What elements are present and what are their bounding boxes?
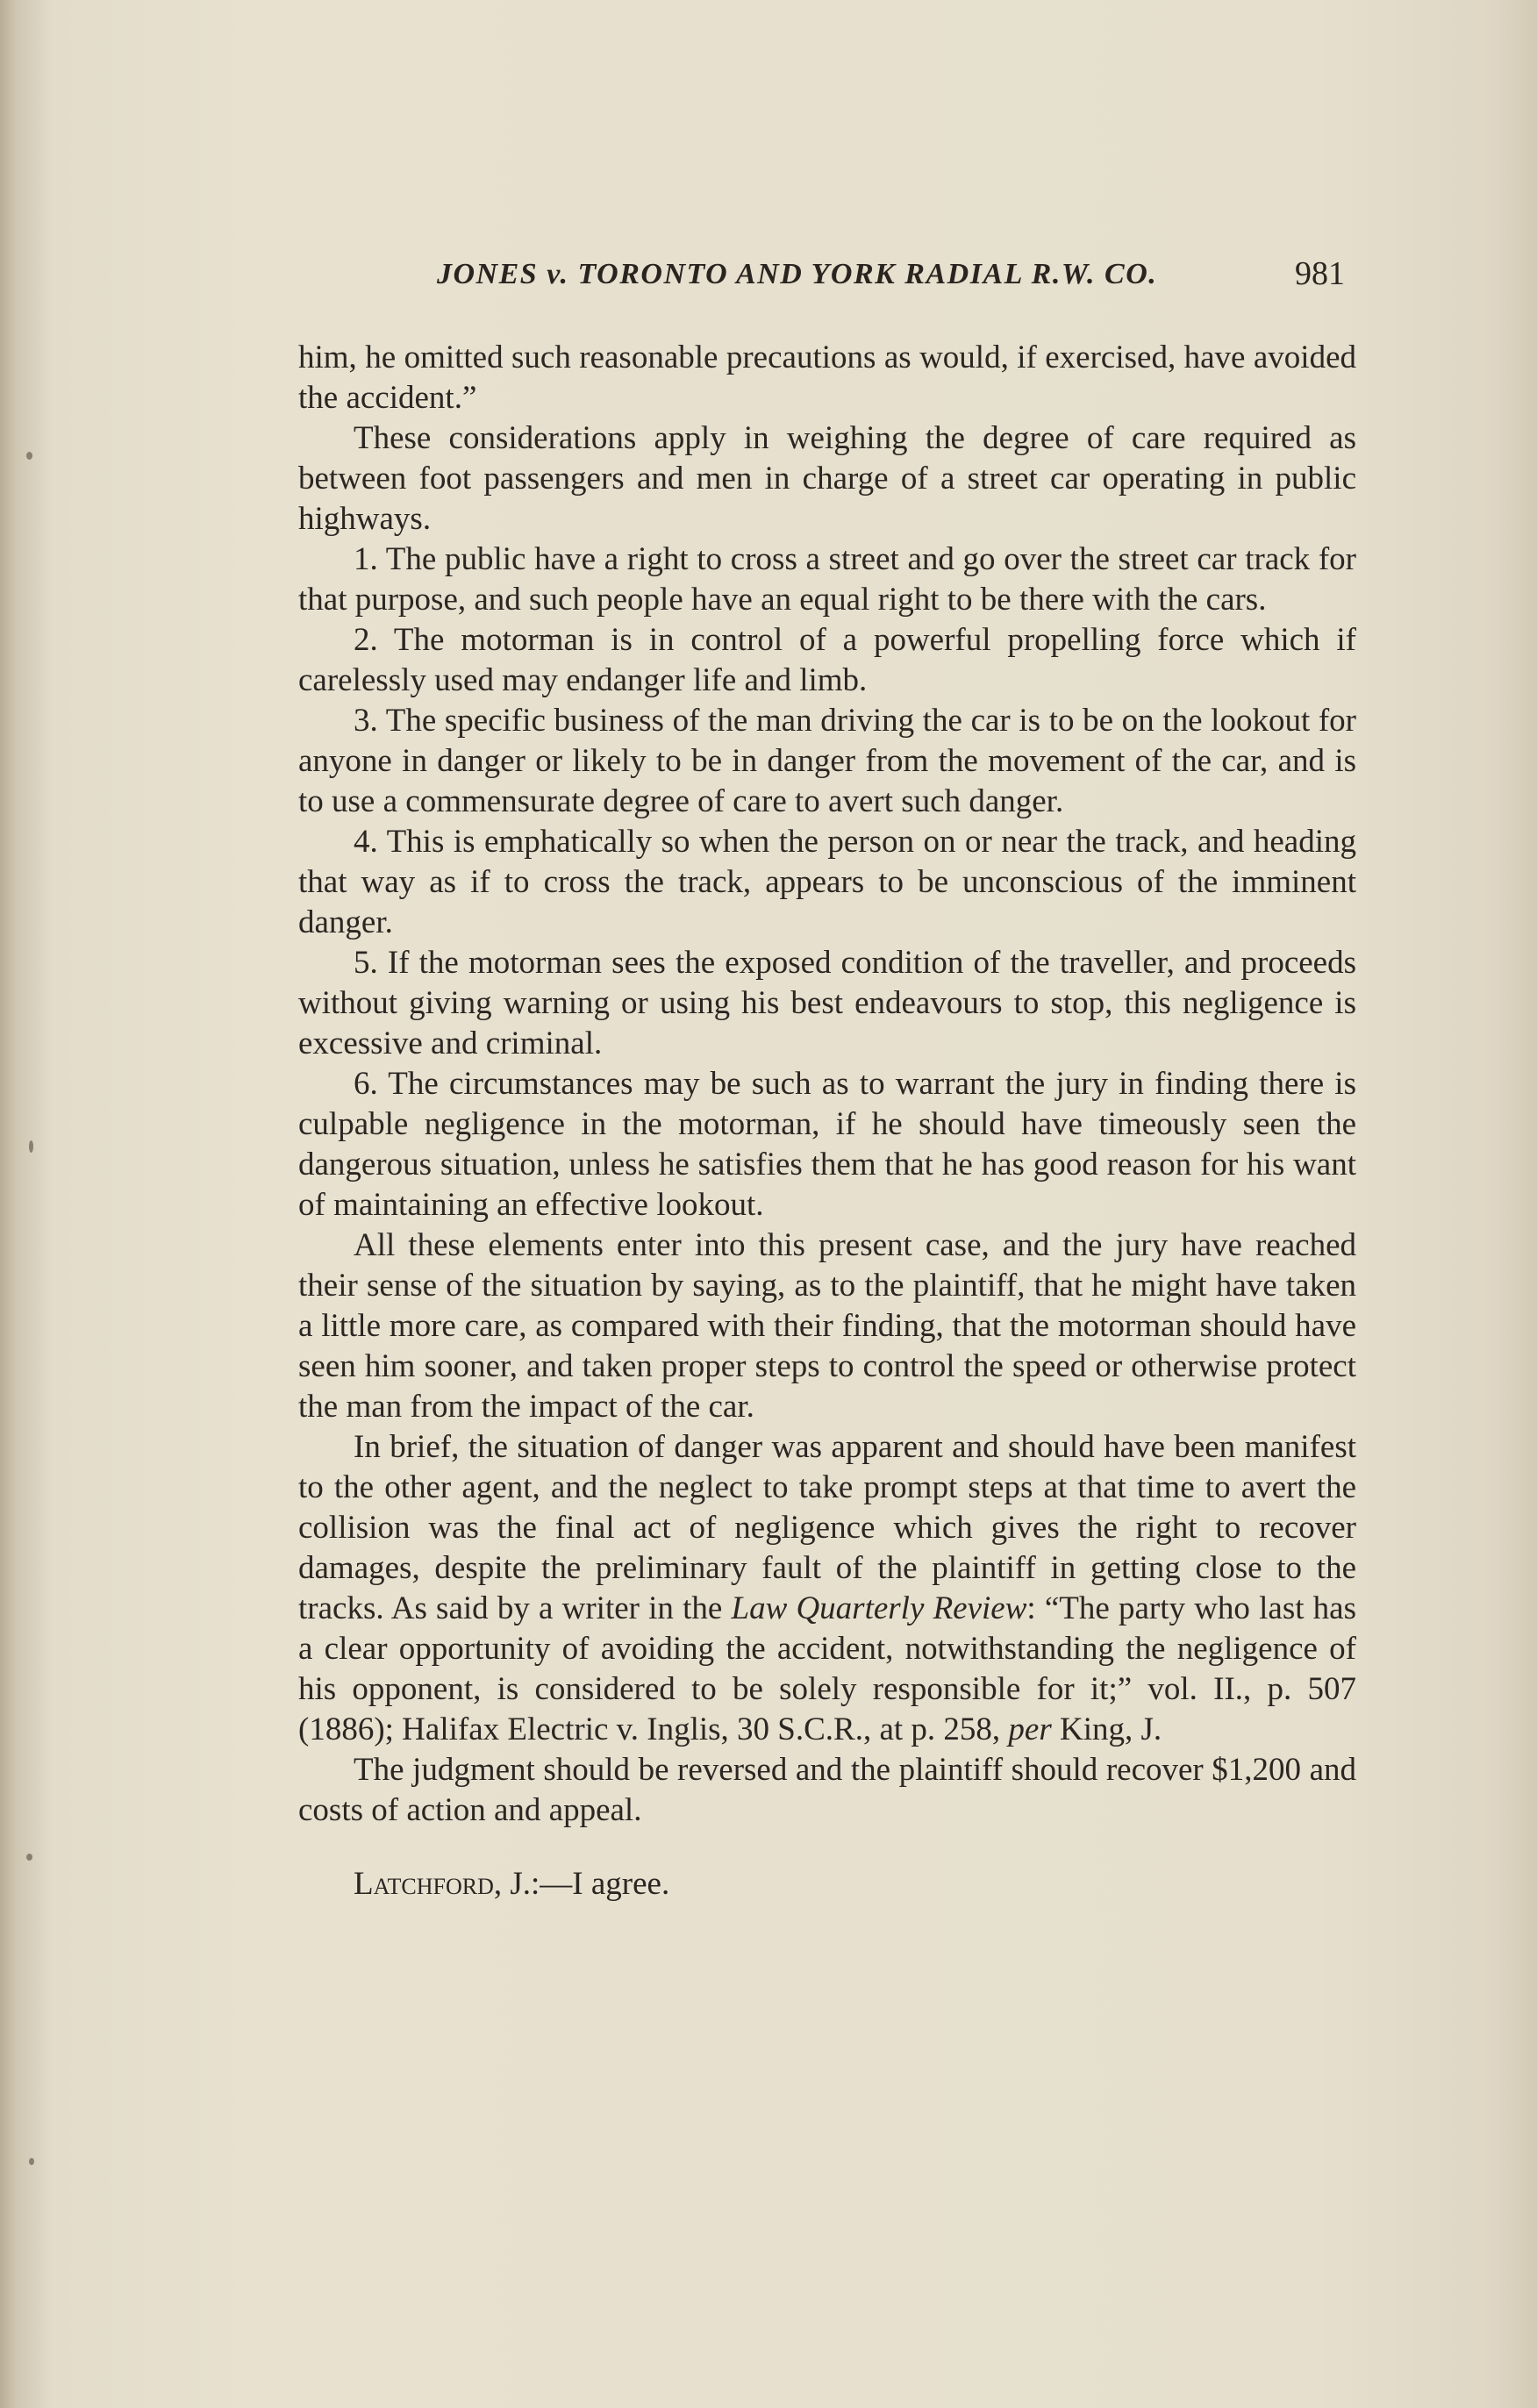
paragraph-6: 4. This is emphatically so when the person on or near the track, and heading that way as if to cross the track, appears to be unconscious of the imminent danger. [298, 824, 1356, 940]
concurrence [298, 1864, 1356, 1904]
paragraph-4: 2. The motorman is in control of a powerful propelling force which if carelessly used may endanger life and limb. [298, 622, 1356, 698]
paragraph-8: 6. The circumstances may be such as to warrant the jury in finding there is culpable negligence in the motorman, if he should have timeously seen the dangerous situation, unless he satisfies them that he has good reason for his want of maintaining an effective lookout. [298, 1066, 1356, 1223]
running-head: JONES v. TORONTO AND YORK RADIAL R.W. CO. [437, 258, 1158, 290]
paragraph-10-text-before: In brief, the situation of danger was apparent and should have been manifest to the other agent, and the neglect to take prompt steps at that time to avert the collision was the final act of negligence which gives the right to recover damages, despite the preliminary fault of the plaintiff in getting close to the tracks. As said by a writer in the [298, 1429, 1356, 1626]
page-number: 981 [1295, 255, 1345, 292]
margin-speck-3 [26, 1854, 32, 1861]
margin-speck-1 [26, 452, 32, 460]
margin-speck-2 [29, 1140, 33, 1153]
paragraph-9: All these elements enter into this present case, and the jury have reached their sense of the situation by saying, as to the plaintiff, that he might have taken a little more care, as compared with their finding, that the motorman should have seen him sooner, and taken proper steps to control the speed or otherwise protect the man from the impact of the car. [298, 1227, 1356, 1425]
page-header [298, 253, 1351, 305]
paragraph-2: These considerations apply in weighing the degree of care required as between foot passengers and men in charge of a street car operating in public highways. [298, 420, 1356, 537]
paragraph-10-italic-review: Law Quarterly Review [731, 1590, 1027, 1626]
paragraph-10 [298, 1427, 1356, 1750]
concurrence-text: :—I agree. [531, 1866, 670, 1902]
paragraph-10-italic-per: per [1008, 1711, 1052, 1747]
paragraph-1: him, he omitted such reasonable precautions as would, if exercised, have avoided the accident.” [298, 339, 1356, 416]
margin-speck-4 [29, 2158, 34, 2165]
body-text [298, 338, 1356, 1904]
paragraph-11: The judgment should be reversed and the plaintiff should recover $1,200 and costs of action and appeal. [298, 1752, 1356, 1828]
paragraph-10-text-middle: : “The party who last has a clear opportunity of avoiding the accident, notwithstanding the negligence of his opponent, is considered to be solely responsible for it;” vol. II., p. 507 (1886); Halifax Electric v. Inglis, 30 S.C.R., at p. 258, [298, 1590, 1357, 1747]
paragraph-7: 5. If the motorman sees the exposed condition of the traveller, and proceeds without giving warning or using his best endeavours to stop, this negligence is excessive and criminal. [298, 945, 1356, 1061]
paragraph-10-text-after: King, J. [1051, 1711, 1162, 1747]
paragraph-3: 1. The public have a right to cross a street and go over the street car track for that purpose, and such people have an equal right to be there with the cars. [298, 541, 1356, 618]
concurrence-judge: Latchford, J. [354, 1866, 531, 1902]
paragraph-5: 3. The specific business of the man driving the car is to be on the lookout for anyone in danger or likely to be in danger from the movement of the car, and is to use a commensurate degree of care to avert such danger. [298, 703, 1356, 819]
